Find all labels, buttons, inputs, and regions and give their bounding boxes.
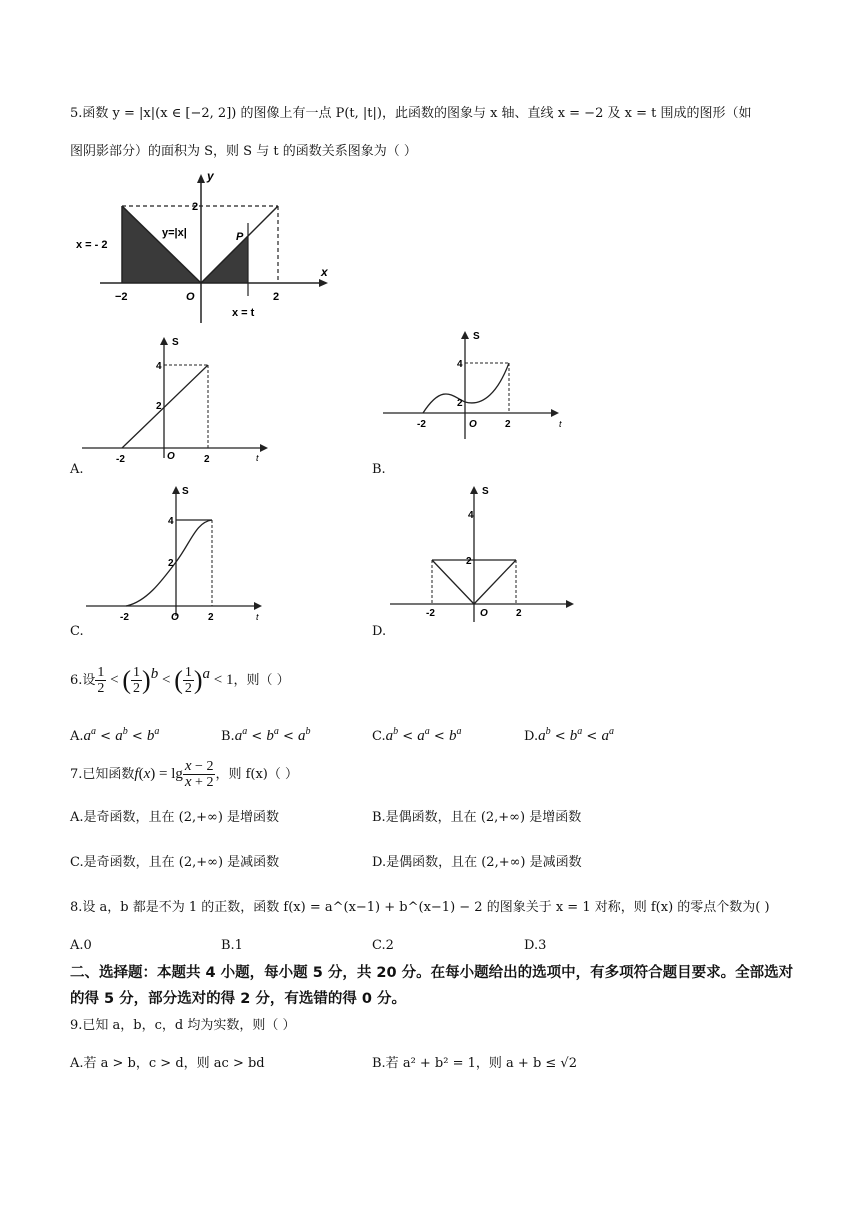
q5-graph-c (86, 482, 276, 622)
q5-option-c[interactable]: C. (70, 624, 84, 639)
fig-x-axis-label: x (321, 265, 328, 279)
fig-t-line-label: x = t (232, 307, 255, 319)
graph-a-tick-x2: 2 (204, 454, 210, 463)
q6-option-d[interactable]: $D.a^b < b^a < a^a$ (524, 726, 614, 744)
q7-option-d[interactable]: D.是偶函数，且在 (2,+∞) 是减函数 (372, 855, 582, 870)
graph-b-t-label: t (559, 419, 562, 429)
fig-tick-x2: 2 (273, 291, 280, 303)
graph-d-tick-2: 2 (466, 556, 472, 567)
q8-option-d[interactable]: D.3 (524, 938, 547, 953)
graph-c-tick-2: 2 (168, 558, 174, 569)
q8-stem: 8.设 a，b 都是不为 1 的正数，函数 f(x) = a^(x−1) + b^(x−1) − 2 的图象关于 x = 1 对称，则 f(x) 的零点个数为( ) (70, 900, 770, 915)
graph-a-tick-2: 2 (156, 401, 162, 412)
graph-a-tick-o: O (167, 451, 175, 462)
graph-c-tick-o: O (171, 612, 179, 622)
fig-y-axis-label: y (207, 169, 214, 183)
q5-figure (70, 168, 350, 328)
section2-heading: 二、选择题：本题共 4 小题，每小题 5 分，共 20 分。在每小题给出的选项中，有多项符合题目要求。全部选对的得 5 分，部分选对的得 2 分，有选错的得 0 分。 (70, 965, 794, 1007)
q5-option-a[interactable]: A. (70, 462, 84, 477)
q8-option-a[interactable]: A.0 (70, 938, 92, 953)
q6-inequality: $\frac{1}{2}$ < ( $\frac{1}{2}$ )$^b$ < ( $\frac{1}{2}$ )$^a$ < 1 (97, 665, 234, 697)
q9-option-b[interactable]: B.若 a² + b² = 1，则 a + b ≤ √2 (372, 1056, 577, 1071)
graph-c-s-label: S (182, 486, 189, 497)
fig-curve-label: y=|x| (162, 227, 187, 239)
graph-c-tick-neg2: -2 (120, 612, 129, 622)
q6-option-c[interactable]: $C.a^b < a^a < b^a$ (372, 726, 462, 744)
q6-stem-suffix: ，则（ ） (233, 673, 290, 688)
q8-option-b[interactable]: B.1 (221, 938, 243, 953)
graph-a-tick-neg2: -2 (116, 454, 125, 463)
q9-option-a[interactable]: A.若 a > b，c > d，则 ac > bd (70, 1056, 265, 1071)
q5-option-d[interactable]: D. (372, 624, 387, 639)
fig-tick-y2: 2 (192, 201, 199, 213)
q7-function: f(x) = lg $\frac{x - 2}{x + 2}$ (134, 758, 214, 791)
q5-option-b[interactable]: B. (372, 462, 386, 477)
q7-option-b[interactable]: B.是偶函数，且在 (2,+∞) 是增函数 (372, 810, 582, 825)
q6-option-b[interactable]: $B.a^a < b^a < a^b$ (221, 726, 311, 744)
q7-stem-prefix: 7.已知函数 (70, 767, 135, 782)
graph-b-s-label: S (473, 331, 480, 342)
q9-stem: 9.已知 a，b，c，d 均为实数，则（ ） (70, 1018, 296, 1033)
q7-stem (70, 754, 298, 795)
graph-d-tick-o: O (480, 608, 488, 619)
graph-a-tick-4: 4 (156, 361, 162, 372)
q7-stem-suffix: ，则 f(x)（ ） (215, 767, 299, 782)
graph-d-s-label: S (482, 486, 489, 497)
graph-d-tick-neg2: -2 (426, 608, 435, 619)
graph-b-tick-neg2: -2 (417, 419, 426, 430)
graph-d-tick-4: 4 (468, 510, 474, 521)
q5-graph-b (383, 327, 573, 457)
fig-origin-label: O (186, 291, 195, 303)
fig-point-label: P (236, 231, 244, 243)
fig-left-line-label: x = - 2 (76, 239, 108, 251)
graph-c-tick-x2: 2 (208, 612, 214, 622)
q6-option-a[interactable]: $A.a^a < a^b < b^a$ (70, 726, 160, 744)
fig-tick-neg2: −2 (115, 291, 128, 303)
q5-stem-line1: 5.函数 y = |x|(x ∈ [−2, 2]) 的图像上有一点 P(t, |t|)，此函数的图象与 x 轴、直线 x = −2 及 x = t 围成的图形（如 (70, 106, 752, 121)
graph-a-t-label: t (256, 453, 259, 463)
graph-b-tick-x2: 2 (505, 419, 511, 430)
q5-graph-d (390, 482, 580, 622)
q8-option-c[interactable]: C.2 (372, 938, 394, 953)
graph-b-tick-4: 4 (457, 359, 463, 370)
q7-option-a[interactable]: A.是奇函数，且在 (2,+∞) 是增函数 (70, 810, 280, 825)
q7-option-c[interactable]: C.是奇函数，且在 (2,+∞) 是减函数 (70, 855, 280, 870)
q5-stem-line2: 图阴影部分）的面积为 S，则 S 与 t 的函数关系图象为（ ） (70, 144, 417, 159)
graph-d-tick-x2: 2 (516, 608, 522, 619)
graph-b-tick-2: 2 (457, 398, 463, 409)
graph-c-tick-4: 4 (168, 516, 174, 527)
graph-b-tick-o: O (469, 419, 477, 430)
graph-c-t-label: t (256, 612, 259, 622)
q6-stem (70, 654, 290, 701)
q5-graph-a (82, 333, 272, 463)
graph-a-s-label: S (172, 337, 179, 348)
q6-stem-prefix: 6.设 (70, 673, 96, 688)
